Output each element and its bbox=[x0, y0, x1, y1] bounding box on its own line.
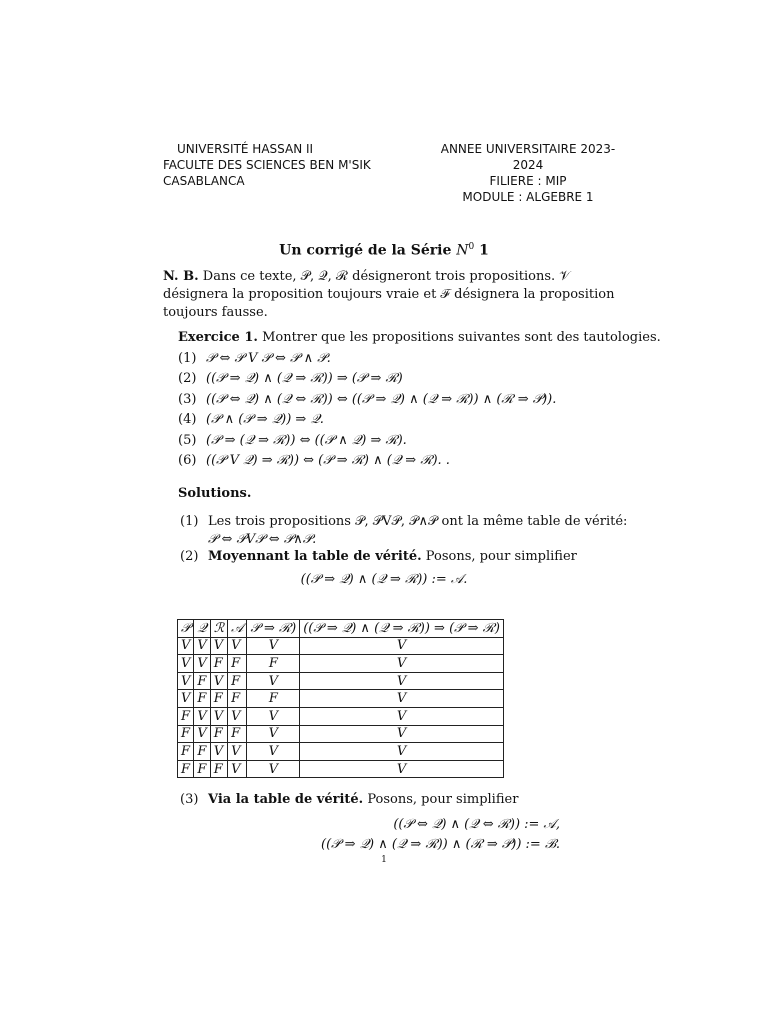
table-cell: V bbox=[300, 672, 504, 690]
exercise-intro: Montrer que les propositions suivantes sont des tautologies. bbox=[262, 330, 661, 345]
table-cell: V bbox=[210, 707, 227, 725]
table-cell: F bbox=[228, 672, 247, 690]
nb-label: N. B. bbox=[163, 269, 199, 284]
table-cell: V bbox=[247, 707, 300, 725]
table-cell: V bbox=[228, 760, 247, 778]
table-cell: F bbox=[247, 690, 300, 708]
city-name: CASABLANCA bbox=[163, 174, 245, 188]
table-row bbox=[178, 655, 504, 673]
exercise-1 bbox=[178, 329, 661, 473]
module-name: MODULE : ALGEBRE 1 bbox=[462, 190, 594, 204]
definition-A-2: ((𝒫 ⇔ 𝒬) ∧ (𝒬 ⇔ ℛ)) := 𝒜, bbox=[393, 817, 560, 832]
table-cell: F bbox=[228, 655, 247, 673]
table-cell: V bbox=[210, 637, 227, 655]
table-cell: V bbox=[300, 725, 504, 743]
truth-table-header: 𝒫 𝒬 ℛ 𝒜 𝒫 ⇒ ℛ) ((𝒫 ⇒ 𝒬) ∧ (𝒬 ⇒ ℛ)) ⇒ (𝒫 ⇒ ℛ) bbox=[178, 620, 504, 638]
table-cell: V bbox=[178, 655, 194, 673]
table-cell: V bbox=[247, 637, 300, 655]
table-cell: F bbox=[178, 760, 194, 778]
solutions-heading: Solutions. bbox=[178, 486, 252, 501]
solution-2: (2) Moyennant la table de vérité. Posons, pour simplifier bbox=[180, 549, 577, 564]
table-cell: V bbox=[247, 760, 300, 778]
table-cell: F bbox=[210, 655, 227, 673]
exercise-item: (6) ((𝒫 V 𝒬) ⇒ ℛ)) ⇔ (𝒫 ⇒ ℛ) ∧ (𝒬 ⇒ ℛ). . bbox=[178, 453, 450, 468]
faculty-name: FACULTE DES SCIENCES BEN M'SIK bbox=[163, 158, 371, 172]
table-cell: V bbox=[178, 672, 194, 690]
exercise-item: (1) 𝒫 ⇔ 𝒫 V 𝒫 ⇔ 𝒫 ∧ 𝒫. bbox=[178, 350, 331, 366]
table-cell: F bbox=[210, 760, 227, 778]
exercise-item: (5) (𝒫 ⇒ (𝒬 ⇒ ℛ)) ⇔ ((𝒫 ∧ 𝒬) ⇒ ℛ). bbox=[178, 432, 407, 448]
table-cell: V bbox=[300, 760, 504, 778]
series-symbol: N bbox=[456, 242, 469, 259]
table-cell: V bbox=[300, 637, 504, 655]
definition-B: ((𝒫 ⇒ 𝒬) ∧ (𝒬 ⇒ ℛ)) ∧ (ℛ ⇒ 𝒫)) := ℬ. bbox=[321, 837, 560, 852]
table-cell: F bbox=[178, 743, 194, 761]
table-row bbox=[178, 707, 504, 725]
table-cell: V bbox=[247, 743, 300, 761]
table-row bbox=[178, 637, 504, 655]
table-row bbox=[178, 725, 504, 743]
truth-table bbox=[177, 619, 504, 778]
solution-1-formula: 𝒫 ⇔ 𝒫V𝒫 ⇔ 𝒫∧𝒫. bbox=[208, 532, 317, 547]
table-cell: F bbox=[178, 725, 194, 743]
academic-year: ANNEE UNIVERSITAIRE 2023-2024 bbox=[440, 142, 616, 172]
table-cell: V bbox=[210, 743, 227, 761]
table-cell: F bbox=[194, 760, 210, 778]
exercise-label: Exercice 1. bbox=[178, 330, 258, 345]
exercise-item: (4) (𝒫 ∧ (𝒫 ⇒ 𝒬)) ⇒ 𝒬. bbox=[178, 412, 324, 427]
table-cell: V bbox=[194, 637, 210, 655]
table-cell: F bbox=[210, 690, 227, 708]
nb-paragraph bbox=[163, 268, 633, 322]
table-cell: F bbox=[247, 655, 300, 673]
table-cell: V bbox=[300, 655, 504, 673]
table-cell: V bbox=[228, 707, 247, 725]
table-cell: V bbox=[228, 743, 247, 761]
page-number: 1 bbox=[381, 855, 387, 865]
table-cell: V bbox=[194, 707, 210, 725]
table-row bbox=[178, 672, 504, 690]
table-cell: V bbox=[178, 690, 194, 708]
nb-text: Dans ce texte, 𝒫, 𝒬, ℛ désigneront trois propositions. 𝒱 désignera la proposition toujours vraie et ℱ désignera la proposition toujours fausse. bbox=[163, 269, 615, 320]
solution-1: (1) Les trois propositions 𝒫, 𝒫V𝒫, 𝒫∧𝒫 ont la même table de vérité: 𝒫 ⇔ 𝒫V𝒫 ⇔ 𝒫∧𝒫. bbox=[180, 513, 640, 549]
table-row bbox=[178, 760, 504, 778]
program-name: FILIERE : MIP bbox=[489, 174, 567, 188]
table-cell: V bbox=[300, 707, 504, 725]
table-cell: F bbox=[228, 690, 247, 708]
table-cell: F bbox=[194, 672, 210, 690]
table-cell: F bbox=[228, 725, 247, 743]
table-cell: V bbox=[247, 725, 300, 743]
table-cell: V bbox=[210, 672, 227, 690]
header-right bbox=[428, 141, 628, 205]
table-cell: V bbox=[228, 637, 247, 655]
table-row bbox=[178, 743, 504, 761]
definition-A: ((𝒫 ⇒ 𝒬) ∧ (𝒬 ⇒ ℛ)) := 𝒜. bbox=[300, 572, 468, 587]
exercise-item: (2) ((𝒫 ⇒ 𝒬) ∧ (𝒬 ⇒ ℛ)) ⇒ (𝒫 ⇒ ℛ) bbox=[178, 371, 403, 386]
table-cell: F bbox=[194, 690, 210, 708]
page-title: Un corrigé de la Série $N^0$ 1 bbox=[279, 242, 489, 259]
table-cell: V bbox=[194, 725, 210, 743]
table-cell: V bbox=[300, 690, 504, 708]
exercise-item: (3) ((𝒫 ⇔ 𝒬) ∧ (𝒬 ⇔ ℛ)) ⇔ ((𝒫 ⇒ 𝒬) ∧ (𝒬 ⇒ ℛ)) ∧ (ℛ ⇒ 𝒫)). bbox=[178, 391, 557, 407]
table-cell: F bbox=[178, 707, 194, 725]
table-cell: F bbox=[194, 743, 210, 761]
table-cell: V bbox=[194, 655, 210, 673]
header-left bbox=[163, 141, 371, 189]
table-cell: V bbox=[178, 637, 194, 655]
table-cell: F bbox=[210, 725, 227, 743]
solution-3: (3) Via la table de vérité. Posons, pour simplifier bbox=[180, 792, 519, 807]
table-cell: V bbox=[300, 743, 504, 761]
university-name: UNIVERSITÉ HASSAN II bbox=[177, 142, 314, 156]
table-cell: V bbox=[247, 672, 300, 690]
table-row bbox=[178, 690, 504, 708]
